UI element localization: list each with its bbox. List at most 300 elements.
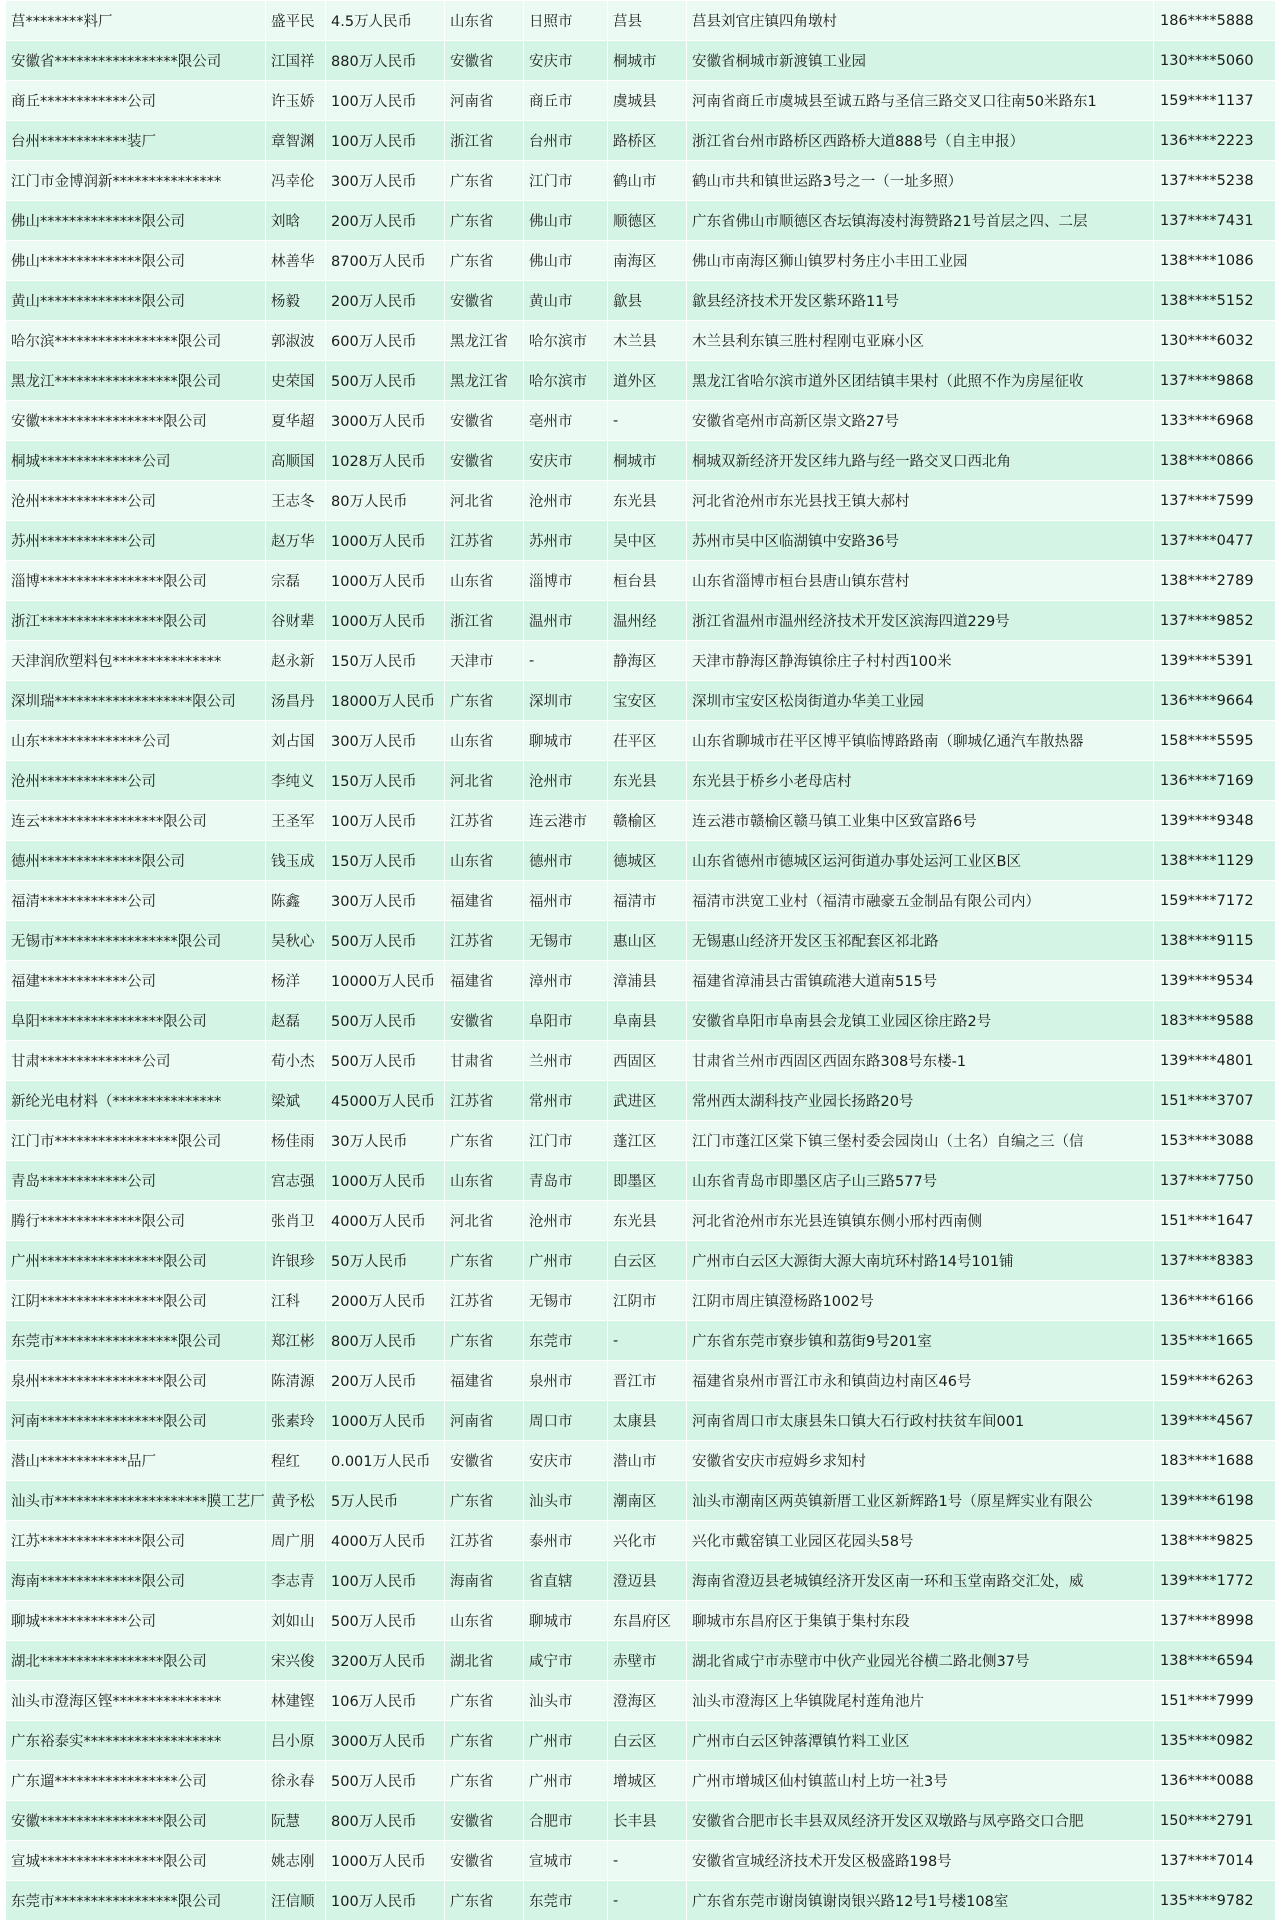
city-cell: 沧州市 <box>524 1201 608 1241</box>
city-cell: 哈尔滨市 <box>524 321 608 361</box>
company-name-cell: 福清************公司 <box>6 881 266 921</box>
province-cell: 广东省 <box>445 1721 524 1761</box>
company-name-cell: 台州************装厂 <box>6 121 266 161</box>
province-cell: 广东省 <box>445 1881 524 1921</box>
address-cell: 广州市白云区大源街大源大南坑环村路14号101铺 <box>687 1241 1154 1281</box>
legal-person-cell: 高顺国 <box>266 441 326 481</box>
table-row <box>6 561 1276 601</box>
company-name-cell: 无锡市*****************限公司 <box>6 921 266 961</box>
phone-cell: 137****7750 <box>1154 1161 1276 1201</box>
province-cell: 安徽省 <box>445 1801 524 1841</box>
registered-capital-cell: 500万人民币 <box>326 1601 445 1641</box>
address-cell: 河南省商丘市虞城县至诚五路与圣信三路交叉口往南50米路东1 <box>687 81 1154 121</box>
address-cell: 河北省沧州市东光县连镇镇东侧小邢村西南侧 <box>687 1201 1154 1241</box>
legal-person-cell: 徐永春 <box>266 1761 326 1801</box>
legal-person-cell: 姚志刚 <box>266 1841 326 1881</box>
province-cell: 黑龙江省 <box>445 321 524 361</box>
city-cell: 亳州市 <box>524 401 608 441</box>
district-cell: 宝安区 <box>608 681 687 721</box>
table-row <box>6 81 1276 121</box>
company-name-cell: 天津润欣塑料包*************** <box>6 641 266 681</box>
phone-cell: 139****4801 <box>1154 1041 1276 1081</box>
table-row <box>6 121 1276 161</box>
district-cell: 晋江市 <box>608 1361 687 1401</box>
registered-capital-cell: 4000万人民币 <box>326 1201 445 1241</box>
legal-person-cell: 宋兴俊 <box>266 1641 326 1681</box>
table-row <box>6 1881 1276 1921</box>
registered-capital-cell: 880万人民币 <box>326 41 445 81</box>
district-cell: 静海区 <box>608 641 687 681</box>
company-name-cell: 腾行**************限公司 <box>6 1201 266 1241</box>
registered-capital-cell: 1028万人民币 <box>326 441 445 481</box>
city-cell: 温州市 <box>524 601 608 641</box>
city-cell: 黄山市 <box>524 281 608 321</box>
company-name-cell: 河南*****************限公司 <box>6 1401 266 1441</box>
city-cell: 沧州市 <box>524 761 608 801</box>
phone-cell: 139****4567 <box>1154 1401 1276 1441</box>
phone-cell: 136****7169 <box>1154 761 1276 801</box>
registered-capital-cell: 800万人民币 <box>326 1801 445 1841</box>
province-cell: 广东省 <box>445 241 524 281</box>
registered-capital-cell: 200万人民币 <box>326 1361 445 1401</box>
legal-person-cell: 杨佳雨 <box>266 1121 326 1161</box>
district-cell: 赤壁市 <box>608 1641 687 1681</box>
legal-person-cell: 梁斌 <box>266 1081 326 1121</box>
table-row <box>6 321 1276 361</box>
district-cell: 白云区 <box>608 1721 687 1761</box>
legal-person-cell: 宗磊 <box>266 561 326 601</box>
province-cell: 广东省 <box>445 1121 524 1161</box>
table-row <box>6 1081 1276 1121</box>
district-cell: 白云区 <box>608 1241 687 1281</box>
phone-cell: 139****6198 <box>1154 1481 1276 1521</box>
district-cell: 吴中区 <box>608 521 687 561</box>
registered-capital-cell: 500万人民币 <box>326 1001 445 1041</box>
table-row <box>6 1401 1276 1441</box>
table-row <box>6 441 1276 481</box>
legal-person-cell: 赵磊 <box>266 1001 326 1041</box>
city-cell: 安庆市 <box>524 41 608 81</box>
company-name-cell: 安徽*****************限公司 <box>6 1801 266 1841</box>
registered-capital-cell: 1000万人民币 <box>326 521 445 561</box>
city-cell: 无锡市 <box>524 921 608 961</box>
company-name-cell: 黄山**************限公司 <box>6 281 266 321</box>
province-cell: 浙江省 <box>445 601 524 641</box>
address-cell: 安徽省安庆市痘姆乡求知村 <box>687 1441 1154 1481</box>
district-cell: 漳浦县 <box>608 961 687 1001</box>
company-name-cell: 沧州************公司 <box>6 481 266 521</box>
district-cell: 路桥区 <box>608 121 687 161</box>
address-cell: 广州市增城区仙村镇蓝山村上坊一社3号 <box>687 1761 1154 1801</box>
phone-cell: 138****6594 <box>1154 1641 1276 1681</box>
company-name-cell: 苏州************公司 <box>6 521 266 561</box>
company-name-cell: 江门市金博润新*************** <box>6 161 266 201</box>
province-cell: 安徽省 <box>445 1441 524 1481</box>
city-cell: 哈尔滨市 <box>524 361 608 401</box>
district-cell: 澄迈县 <box>608 1561 687 1601</box>
registered-capital-cell: 1000万人民币 <box>326 561 445 601</box>
registered-capital-cell: 100万人民币 <box>326 121 445 161</box>
city-cell: 宣城市 <box>524 1841 608 1881</box>
legal-person-cell: 吴秋心 <box>266 921 326 961</box>
city-cell: 合肥市 <box>524 1801 608 1841</box>
phone-cell: 138****1086 <box>1154 241 1276 281</box>
city-cell: 青岛市 <box>524 1161 608 1201</box>
province-cell: 山东省 <box>445 1601 524 1641</box>
legal-person-cell: 张肖卫 <box>266 1201 326 1241</box>
address-cell: 湖北省咸宁市赤壁市中伙产业园光谷横二路北侧37号 <box>687 1641 1154 1681</box>
company-table-sheet <box>5 0 1275 1921</box>
province-cell: 河北省 <box>445 761 524 801</box>
address-cell: 福清市洪宽工业村（福清市融豪五金制品有限公司内） <box>687 881 1154 921</box>
district-cell: 温州经 <box>608 601 687 641</box>
province-cell: 江苏省 <box>445 521 524 561</box>
city-cell: 东莞市 <box>524 1321 608 1361</box>
table-row <box>6 201 1276 241</box>
address-cell: 鹤山市共和镇世运路3号之一（一址多照） <box>687 161 1154 201</box>
district-cell: 福清市 <box>608 881 687 921</box>
province-cell: 浙江省 <box>445 121 524 161</box>
company-name-cell: 阜阳*****************限公司 <box>6 1001 266 1041</box>
province-cell: 江苏省 <box>445 1521 524 1561</box>
table-row <box>6 241 1276 281</box>
legal-person-cell: 钱玉成 <box>266 841 326 881</box>
province-cell: 江苏省 <box>445 1281 524 1321</box>
city-cell: 苏州市 <box>524 521 608 561</box>
company-name-cell: 汕头市*********************膜工艺厂 <box>6 1481 266 1521</box>
legal-person-cell: 林建铿 <box>266 1681 326 1721</box>
address-cell: 广东省东莞市谢岗镇谢岗银兴路12号1号楼108室 <box>687 1881 1154 1921</box>
province-cell: 海南省 <box>445 1561 524 1601</box>
address-cell: 浙江省台州市路桥区西路桥大道888号（自主申报） <box>687 121 1154 161</box>
phone-cell: 137****9868 <box>1154 361 1276 401</box>
registered-capital-cell: 3200万人民币 <box>326 1641 445 1681</box>
legal-person-cell: 史荣国 <box>266 361 326 401</box>
district-cell: 桐城市 <box>608 441 687 481</box>
phone-cell: 138****5152 <box>1154 281 1276 321</box>
legal-person-cell: 张素玲 <box>266 1401 326 1441</box>
phone-cell: 159****6263 <box>1154 1361 1276 1401</box>
address-cell: 歙县经济技术开发区紫环路11号 <box>687 281 1154 321</box>
address-cell: 浙江省温州市温州经济技术开发区滨海四道229号 <box>687 601 1154 641</box>
phone-cell: 138****9825 <box>1154 1521 1276 1561</box>
company-name-cell: 沧州************公司 <box>6 761 266 801</box>
registered-capital-cell: 80万人民币 <box>326 481 445 521</box>
city-cell: 兰州市 <box>524 1041 608 1081</box>
company-name-cell: 德州**************限公司 <box>6 841 266 881</box>
legal-person-cell: 陈鑫 <box>266 881 326 921</box>
phone-cell: 159****1137 <box>1154 81 1276 121</box>
company-name-cell: 汕头市澄海区铿*************** <box>6 1681 266 1721</box>
table-row <box>6 961 1276 1001</box>
phone-cell: 138****0866 <box>1154 441 1276 481</box>
district-cell: 蓬江区 <box>608 1121 687 1161</box>
district-cell: 东光县 <box>608 481 687 521</box>
registered-capital-cell: 200万人民币 <box>326 201 445 241</box>
city-cell: 商丘市 <box>524 81 608 121</box>
address-cell: 兴化市戴窑镇工业园区花园头58号 <box>687 1521 1154 1561</box>
company-name-cell: 山东**************公司 <box>6 721 266 761</box>
province-cell: 福建省 <box>445 961 524 1001</box>
address-cell: 黑龙江省哈尔滨市道外区团结镇丰果村（此照不作为房屋征收 <box>687 361 1154 401</box>
legal-person-cell: 盛平民 <box>266 1 326 41</box>
company-name-cell: 黑龙江*****************限公司 <box>6 361 266 401</box>
address-cell: 木兰县利东镇三胜村程刚屯亚麻小区 <box>687 321 1154 361</box>
registered-capital-cell: 100万人民币 <box>326 1561 445 1601</box>
address-cell: 山东省青岛市即墨区店子山三路577号 <box>687 1161 1154 1201</box>
phone-cell: 137****7431 <box>1154 201 1276 241</box>
district-cell: 澄海区 <box>608 1681 687 1721</box>
city-cell: - <box>524 641 608 681</box>
city-cell: 淄博市 <box>524 561 608 601</box>
table-row <box>6 1681 1276 1721</box>
city-cell: 连云港市 <box>524 801 608 841</box>
registered-capital-cell: 500万人民币 <box>326 921 445 961</box>
phone-cell: 138****1129 <box>1154 841 1276 881</box>
table-row <box>6 1841 1276 1881</box>
company-name-cell: 连云*****************限公司 <box>6 801 266 841</box>
registered-capital-cell: 30万人民币 <box>326 1121 445 1161</box>
registered-capital-cell: 5万人民币 <box>326 1481 445 1521</box>
province-cell: 广东省 <box>445 1481 524 1521</box>
registered-capital-cell: 4000万人民币 <box>326 1521 445 1561</box>
legal-person-cell: 汤昌丹 <box>266 681 326 721</box>
district-cell: 赣榆区 <box>608 801 687 841</box>
district-cell: - <box>608 1841 687 1881</box>
address-cell: 安徽省亳州市高新区崇文路27号 <box>687 401 1154 441</box>
phone-cell: 136****9664 <box>1154 681 1276 721</box>
province-cell: 天津市 <box>445 641 524 681</box>
city-cell: 漳州市 <box>524 961 608 1001</box>
city-cell: 周口市 <box>524 1401 608 1441</box>
district-cell: 兴化市 <box>608 1521 687 1561</box>
legal-person-cell: 郑江彬 <box>266 1321 326 1361</box>
company-name-cell: 安徽*****************限公司 <box>6 401 266 441</box>
phone-cell: 137****0477 <box>1154 521 1276 561</box>
address-cell: 广东省东莞市寮步镇和荔街9号201室 <box>687 1321 1154 1361</box>
registered-capital-cell: 1000万人民币 <box>326 1841 445 1881</box>
phone-cell: 136****0088 <box>1154 1761 1276 1801</box>
phone-cell: 159****7172 <box>1154 881 1276 921</box>
district-cell: 莒县 <box>608 1 687 41</box>
district-cell: 惠山区 <box>608 921 687 961</box>
province-cell: 湖北省 <box>445 1641 524 1681</box>
legal-person-cell: 吕小原 <box>266 1721 326 1761</box>
city-cell: 台州市 <box>524 121 608 161</box>
district-cell: 东昌府区 <box>608 1601 687 1641</box>
registered-capital-cell: 1000万人民币 <box>326 1161 445 1201</box>
company-name-cell: 海南**************限公司 <box>6 1561 266 1601</box>
phone-cell: 137****9852 <box>1154 601 1276 641</box>
address-cell: 河南省周口市太康县朱口镇大石行政村扶贫车间001 <box>687 1401 1154 1441</box>
city-cell: 江门市 <box>524 161 608 201</box>
registered-capital-cell: 106万人民币 <box>326 1681 445 1721</box>
address-cell: 天津市静海区静海镇徐庄子村村西100米 <box>687 641 1154 681</box>
registered-capital-cell: 1000万人民币 <box>326 601 445 641</box>
legal-person-cell: 李纯义 <box>266 761 326 801</box>
company-name-cell: 福建************公司 <box>6 961 266 1001</box>
district-cell: 阜南县 <box>608 1001 687 1041</box>
city-cell: 德州市 <box>524 841 608 881</box>
table-row <box>6 681 1276 721</box>
company-name-cell: 佛山**************限公司 <box>6 241 266 281</box>
company-table <box>5 0 1276 1921</box>
district-cell: - <box>608 1321 687 1361</box>
province-cell: 安徽省 <box>445 41 524 81</box>
table-row <box>6 1361 1276 1401</box>
legal-person-cell: 周广朋 <box>266 1521 326 1561</box>
phone-cell: 150****2791 <box>1154 1801 1276 1841</box>
address-cell: 苏州市吴中区临湖镇中安路36号 <box>687 521 1154 561</box>
province-cell: 江苏省 <box>445 921 524 961</box>
company-name-cell: 湖北*****************限公司 <box>6 1641 266 1681</box>
address-cell: 汕头市潮南区两英镇新厝工业区新辉路1号（原星辉实业有限公 <box>687 1481 1154 1521</box>
registered-capital-cell: 600万人民币 <box>326 321 445 361</box>
province-cell: 河北省 <box>445 481 524 521</box>
district-cell: 南海区 <box>608 241 687 281</box>
district-cell: 西固区 <box>608 1041 687 1081</box>
company-name-cell: 聊城************公司 <box>6 1601 266 1641</box>
province-cell: 河北省 <box>445 1201 524 1241</box>
province-cell: 福建省 <box>445 1361 524 1401</box>
phone-cell: 135****1665 <box>1154 1321 1276 1361</box>
address-cell: 广东省佛山市顺德区杏坛镇海凌村海赞路21号首层之四、二层 <box>687 201 1154 241</box>
company-name-cell: 莒********料厂 <box>6 1 266 41</box>
company-name-cell: 宣城*****************限公司 <box>6 1841 266 1881</box>
city-cell: 咸宁市 <box>524 1641 608 1681</box>
city-cell: 安庆市 <box>524 441 608 481</box>
company-name-cell: 泉州*****************限公司 <box>6 1361 266 1401</box>
registered-capital-cell: 150万人民币 <box>326 841 445 881</box>
city-cell: 广州市 <box>524 1721 608 1761</box>
table-row <box>6 1761 1276 1801</box>
district-cell: 增城区 <box>608 1761 687 1801</box>
registered-capital-cell: 8700万人民币 <box>326 241 445 281</box>
city-cell: 福州市 <box>524 881 608 921</box>
province-cell: 福建省 <box>445 881 524 921</box>
city-cell: 东莞市 <box>524 1881 608 1921</box>
province-cell: 河南省 <box>445 1401 524 1441</box>
address-cell: 安徽省阜阳市阜南县会龙镇工业园区徐庄路2号 <box>687 1001 1154 1041</box>
city-cell: 沧州市 <box>524 481 608 521</box>
province-cell: 山东省 <box>445 1 524 41</box>
district-cell: - <box>608 1881 687 1921</box>
company-name-cell: 青岛************公司 <box>6 1161 266 1201</box>
table-row <box>6 401 1276 441</box>
legal-person-cell: 杨洋 <box>266 961 326 1001</box>
address-cell: 江阴市周庄镇澄杨路1002号 <box>687 1281 1154 1321</box>
address-cell: 福建省漳浦县古雷镇疏港大道南515号 <box>687 961 1154 1001</box>
district-cell: 江阴市 <box>608 1281 687 1321</box>
province-cell: 广东省 <box>445 161 524 201</box>
district-cell: 东光县 <box>608 761 687 801</box>
registered-capital-cell: 100万人民币 <box>326 1881 445 1921</box>
registered-capital-cell: 4.5万人民币 <box>326 1 445 41</box>
legal-person-cell: 林善华 <box>266 241 326 281</box>
table-row <box>6 641 1276 681</box>
company-name-cell: 广东裕泰实******************* <box>6 1721 266 1761</box>
table-row <box>6 1321 1276 1361</box>
table-row <box>6 521 1276 561</box>
district-cell: 武进区 <box>608 1081 687 1121</box>
phone-cell: 183****1688 <box>1154 1441 1276 1481</box>
city-cell: 汕头市 <box>524 1681 608 1721</box>
phone-cell: 186****5888 <box>1154 1 1276 41</box>
company-name-cell: 浙江*****************限公司 <box>6 601 266 641</box>
registered-capital-cell: 300万人民币 <box>326 161 445 201</box>
district-cell: 顺德区 <box>608 201 687 241</box>
province-cell: 黑龙江省 <box>445 361 524 401</box>
table-row <box>6 281 1276 321</box>
city-cell: 泉州市 <box>524 1361 608 1401</box>
address-cell: 桐城双新经济开发区纬九路与经一路交叉口西北角 <box>687 441 1154 481</box>
table-row <box>6 1481 1276 1521</box>
phone-cell: 130****6032 <box>1154 321 1276 361</box>
phone-cell: 135****0982 <box>1154 1721 1276 1761</box>
company-name-cell: 东莞市*****************限公司 <box>6 1321 266 1361</box>
address-cell: 安徽省宣城经济技术开发区极盛路198号 <box>687 1841 1154 1881</box>
address-cell: 海南省澄迈县老城镇经济开发区南一环和玉堂南路交汇处，威 <box>687 1561 1154 1601</box>
district-cell: 桓台县 <box>608 561 687 601</box>
legal-person-cell: 赵万华 <box>266 521 326 561</box>
district-cell: 鹤山市 <box>608 161 687 201</box>
province-cell: 江苏省 <box>445 1081 524 1121</box>
address-cell: 东光县于桥乡小老母店村 <box>687 761 1154 801</box>
district-cell: 歙县 <box>608 281 687 321</box>
phone-cell: 139****5391 <box>1154 641 1276 681</box>
registered-capital-cell: 500万人民币 <box>326 1761 445 1801</box>
district-cell: - <box>608 401 687 441</box>
registered-capital-cell: 300万人民币 <box>326 881 445 921</box>
province-cell: 广东省 <box>445 1241 524 1281</box>
phone-cell: 137****8998 <box>1154 1601 1276 1641</box>
district-cell: 太康县 <box>608 1401 687 1441</box>
city-cell: 汕头市 <box>524 1481 608 1521</box>
table-row <box>6 481 1276 521</box>
province-cell: 山东省 <box>445 841 524 881</box>
district-cell: 潜山市 <box>608 1441 687 1481</box>
company-name-cell: 广州*****************限公司 <box>6 1241 266 1281</box>
province-cell: 安徽省 <box>445 441 524 481</box>
company-name-cell: 江阴*****************限公司 <box>6 1281 266 1321</box>
table-row <box>6 1441 1276 1481</box>
registered-capital-cell: 150万人民币 <box>326 641 445 681</box>
table-row <box>6 1 1276 41</box>
phone-cell: 136****6166 <box>1154 1281 1276 1321</box>
address-cell: 江门市蓬江区棠下镇三堡村委会园岗山（土名）自编之三（信 <box>687 1121 1154 1161</box>
city-cell: 聊城市 <box>524 1601 608 1641</box>
registered-capital-cell: 1000万人民币 <box>326 1401 445 1441</box>
legal-person-cell: 刘占国 <box>266 721 326 761</box>
table-row <box>6 1121 1276 1161</box>
phone-cell: 138****2789 <box>1154 561 1276 601</box>
table-row <box>6 801 1276 841</box>
address-cell: 无锡惠山经济开发区玉祁配套区祁北路 <box>687 921 1154 961</box>
phone-cell: 133****6968 <box>1154 401 1276 441</box>
city-cell: 阜阳市 <box>524 1001 608 1041</box>
registered-capital-cell: 3000万人民币 <box>326 1721 445 1761</box>
table-row <box>6 1601 1276 1641</box>
address-cell: 常州西太湖科技产业园长扬路20号 <box>687 1081 1154 1121</box>
district-cell: 虞城县 <box>608 81 687 121</box>
province-cell: 安徽省 <box>445 1841 524 1881</box>
legal-person-cell: 夏华超 <box>266 401 326 441</box>
address-cell: 佛山市南海区狮山镇罗村务庄小丰田工业园 <box>687 241 1154 281</box>
registered-capital-cell: 100万人民币 <box>326 801 445 841</box>
district-cell: 桐城市 <box>608 41 687 81</box>
province-cell: 甘肃省 <box>445 1041 524 1081</box>
district-cell: 长丰县 <box>608 1801 687 1841</box>
